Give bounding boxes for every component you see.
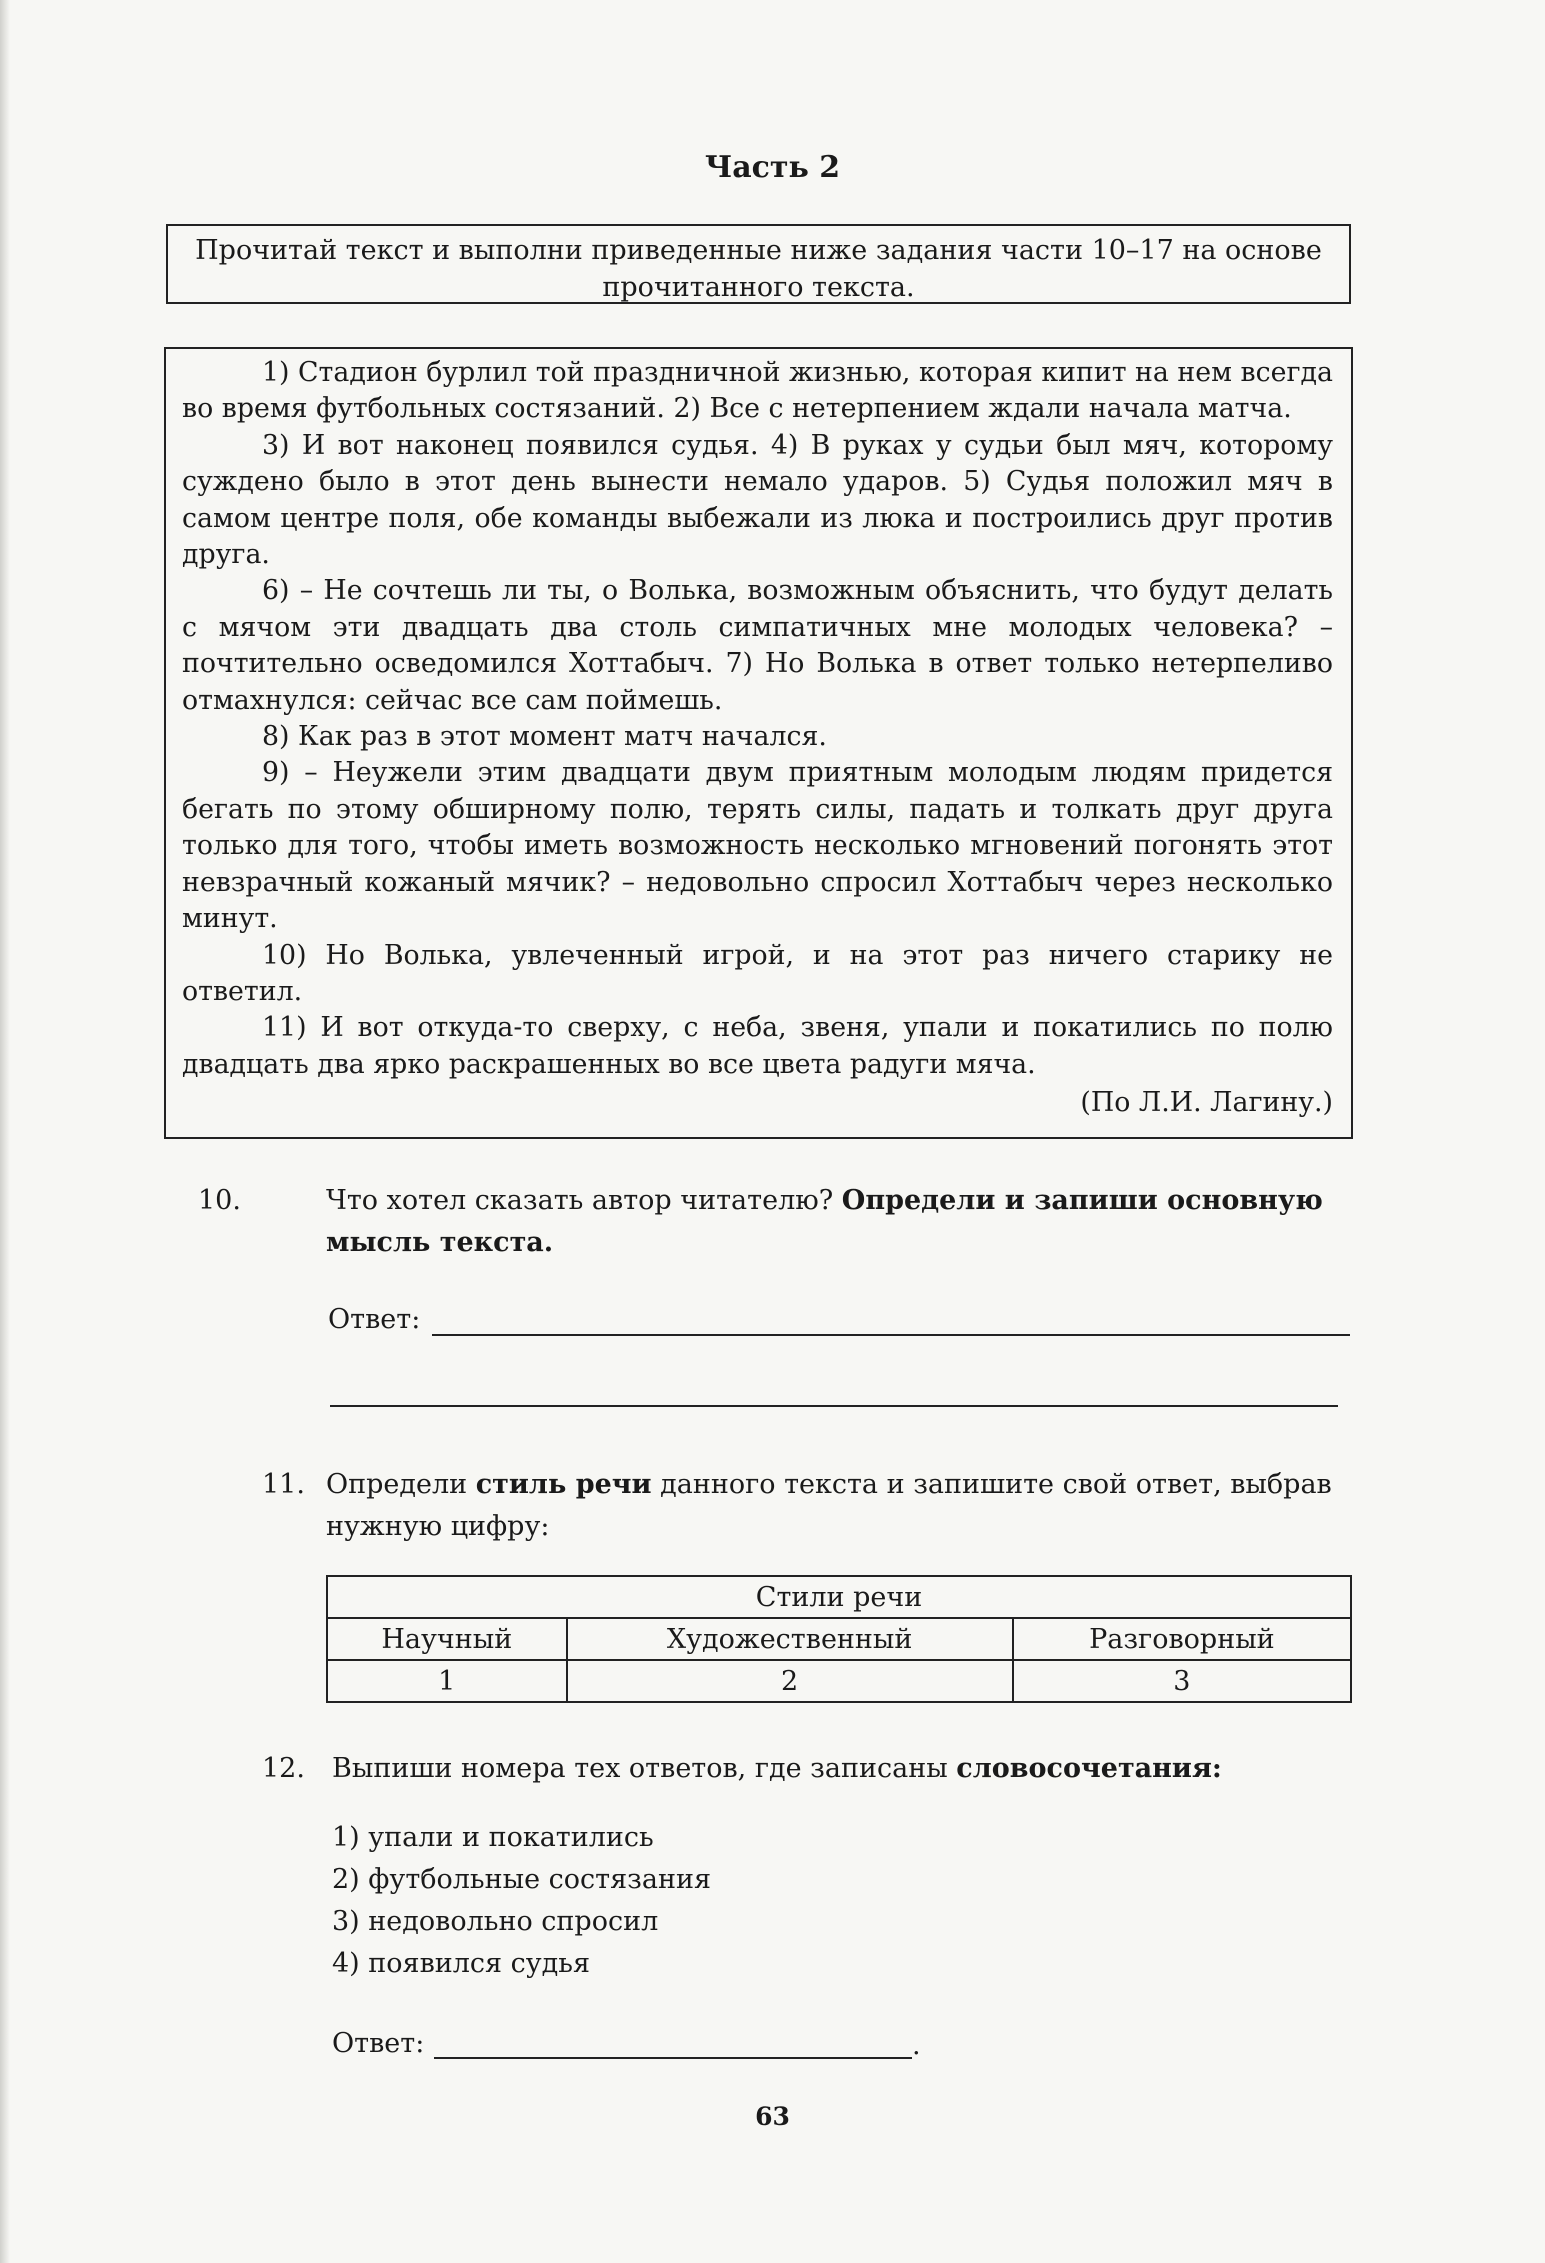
style-name: Художественный xyxy=(567,1618,1013,1660)
passage-paragraph: 8) Как раз в этот момент матч начался. xyxy=(262,721,827,753)
option-item: 2) футбольные состязания xyxy=(332,1864,711,1895)
question-number: 10. xyxy=(198,1185,241,1216)
options-list xyxy=(332,1817,711,1985)
question-text-bold: стиль речи xyxy=(475,1469,652,1500)
page-edge-shadow xyxy=(0,0,10,2263)
answer-label-10: Ответ: xyxy=(328,1304,421,1335)
passage-paragraph: 11) И вот откуда-то сверху, с неба, звеня, упали и покатились по полю двадцать два ярко раскрашенных во все цвета радуги мяча. xyxy=(182,1012,1333,1080)
style-name: Разговорный xyxy=(1013,1618,1351,1660)
option-item: 4) появился судья xyxy=(332,1948,591,1979)
passage-paragraph: 9) – Неужели этим двадцати двум приятным молодым людям придется бегать по этому обширному полю, терять силы, падать и толкать друг друга только для того, чтобы иметь возможность несколько мгновений погонять этот невзрачный кожаный мячик? – недовольно спросил Хоттабыч через несколько минут. xyxy=(182,757,1333,935)
question-11 xyxy=(262,1464,1418,1548)
question-number: 11. xyxy=(262,1469,305,1500)
question-text: Что хотел сказать автор читателю? xyxy=(326,1185,842,1216)
passage-paragraph: 3) И вот наконец появился судья. 4) В руках у судьи был мяч, которому суждено было в этот день вынести немало ударов. 5) Судья положил мяч в самом центре поля, обе команды выбежали из люка и построились друг против друга. xyxy=(182,429,1333,571)
answer-line-12[interactable] xyxy=(434,2057,912,2059)
style-number[interactable]: 1 xyxy=(327,1660,567,1702)
reading-passage xyxy=(164,347,1353,1139)
passage-author: (По Л.И. Лагину.) xyxy=(1080,1087,1333,1119)
passage-paragraph: 1) Стадион бурлил той праздничной жизнью, которая кипит на нем всегда во время футбольных состязаний. 2) Все с нетерпением ждали начала матча. xyxy=(182,357,1333,425)
question-text: Определи xyxy=(326,1469,476,1500)
part-title: Часть 2 xyxy=(704,150,841,185)
speech-styles-table xyxy=(326,1575,1352,1703)
question-10 xyxy=(198,1180,1418,1264)
question-12 xyxy=(262,1748,1354,1790)
answer-label-12: Ответ: xyxy=(332,2028,425,2059)
question-text-bold: словосочетания: xyxy=(956,1753,1222,1784)
question-text-bold: Определи и запиши основную мысль текста. xyxy=(326,1185,1323,1258)
option-item: 3) недовольно спросил xyxy=(332,1906,659,1937)
style-name: Научный xyxy=(327,1618,567,1660)
table-header: Стили речи xyxy=(327,1576,1351,1618)
passage-paragraph: 10) Но Волька, увлеченный игрой, и на этот раз ничего старику не ответил. xyxy=(182,939,1333,1007)
answer-line-10a[interactable] xyxy=(432,1334,1350,1336)
question-text: данного текста и запишите свой ответ, выбрав нужную цифру: xyxy=(326,1469,1332,1542)
instruction-box: Прочитай текст и выполни приведенные ниже задания части 10–17 на основе прочитанного текста. xyxy=(166,224,1351,304)
option-item: 1) упали и покатились xyxy=(332,1822,654,1853)
passage-paragraph: 6) – Не сочтешь ли ты, о Волька, возможным объяснить, что будут делать с мячом эти двадцать два столь симпатичных мне молодых человека? – почтительно осведомился Хоттабыч. 7) Но Волька в ответ только нетерпеливо отмахнулся: сейчас все сам поймешь. xyxy=(182,575,1333,716)
page-number: 63 xyxy=(755,2102,790,2131)
answer-line-10b[interactable] xyxy=(330,1405,1338,1407)
question-number: 12. xyxy=(262,1753,305,1784)
answer-end-period: . xyxy=(912,2030,921,2061)
question-text: Выпиши номера тех ответов, где записаны xyxy=(332,1753,957,1784)
style-number[interactable]: 2 xyxy=(567,1660,1013,1702)
style-number[interactable]: 3 xyxy=(1013,1660,1351,1702)
